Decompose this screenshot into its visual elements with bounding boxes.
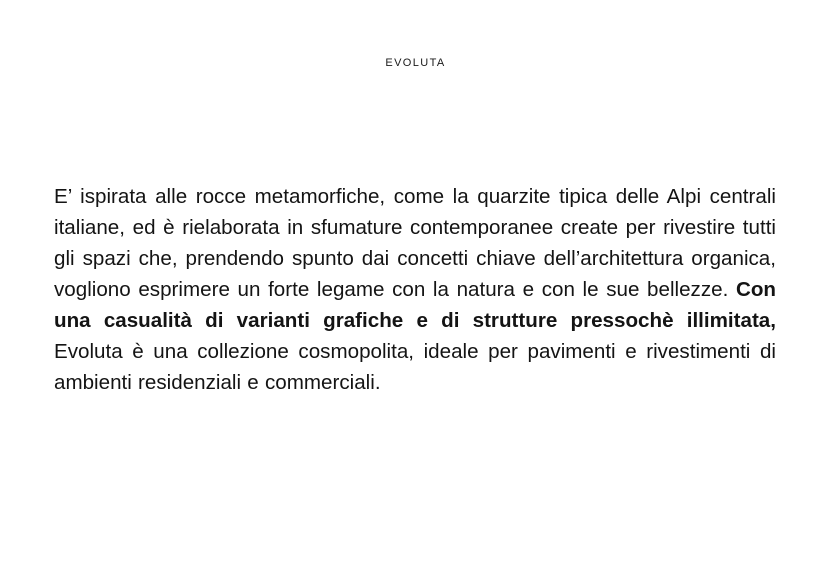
description-text-comma: , — [770, 308, 776, 332]
description-text-highlight: Con una casualità di varianti grafiche e di strutture pressochè illimitata — [54, 277, 776, 332]
description-text-outro: Evoluta è una collezione cosmopolita, ideale per pavimenti e rivestimenti di ambienti residenziali e commerciali. — [54, 340, 776, 395]
description-text-intro: E’ ispirata alle rocce metamorfiche, come la quarzite tipica delle Alpi centrali italiane, ed è rielaborata in sfumature contemporanee create per rivestire tutti gli spazi che, prendendo spunto dai concetti chiave dell’architettura organica, vogliono esprimere un forte legame con la natura e con le sue bellezze. — [54, 184, 776, 301]
description-paragraph — [54, 181, 776, 399]
page-title: EVOLUTA — [385, 57, 446, 69]
